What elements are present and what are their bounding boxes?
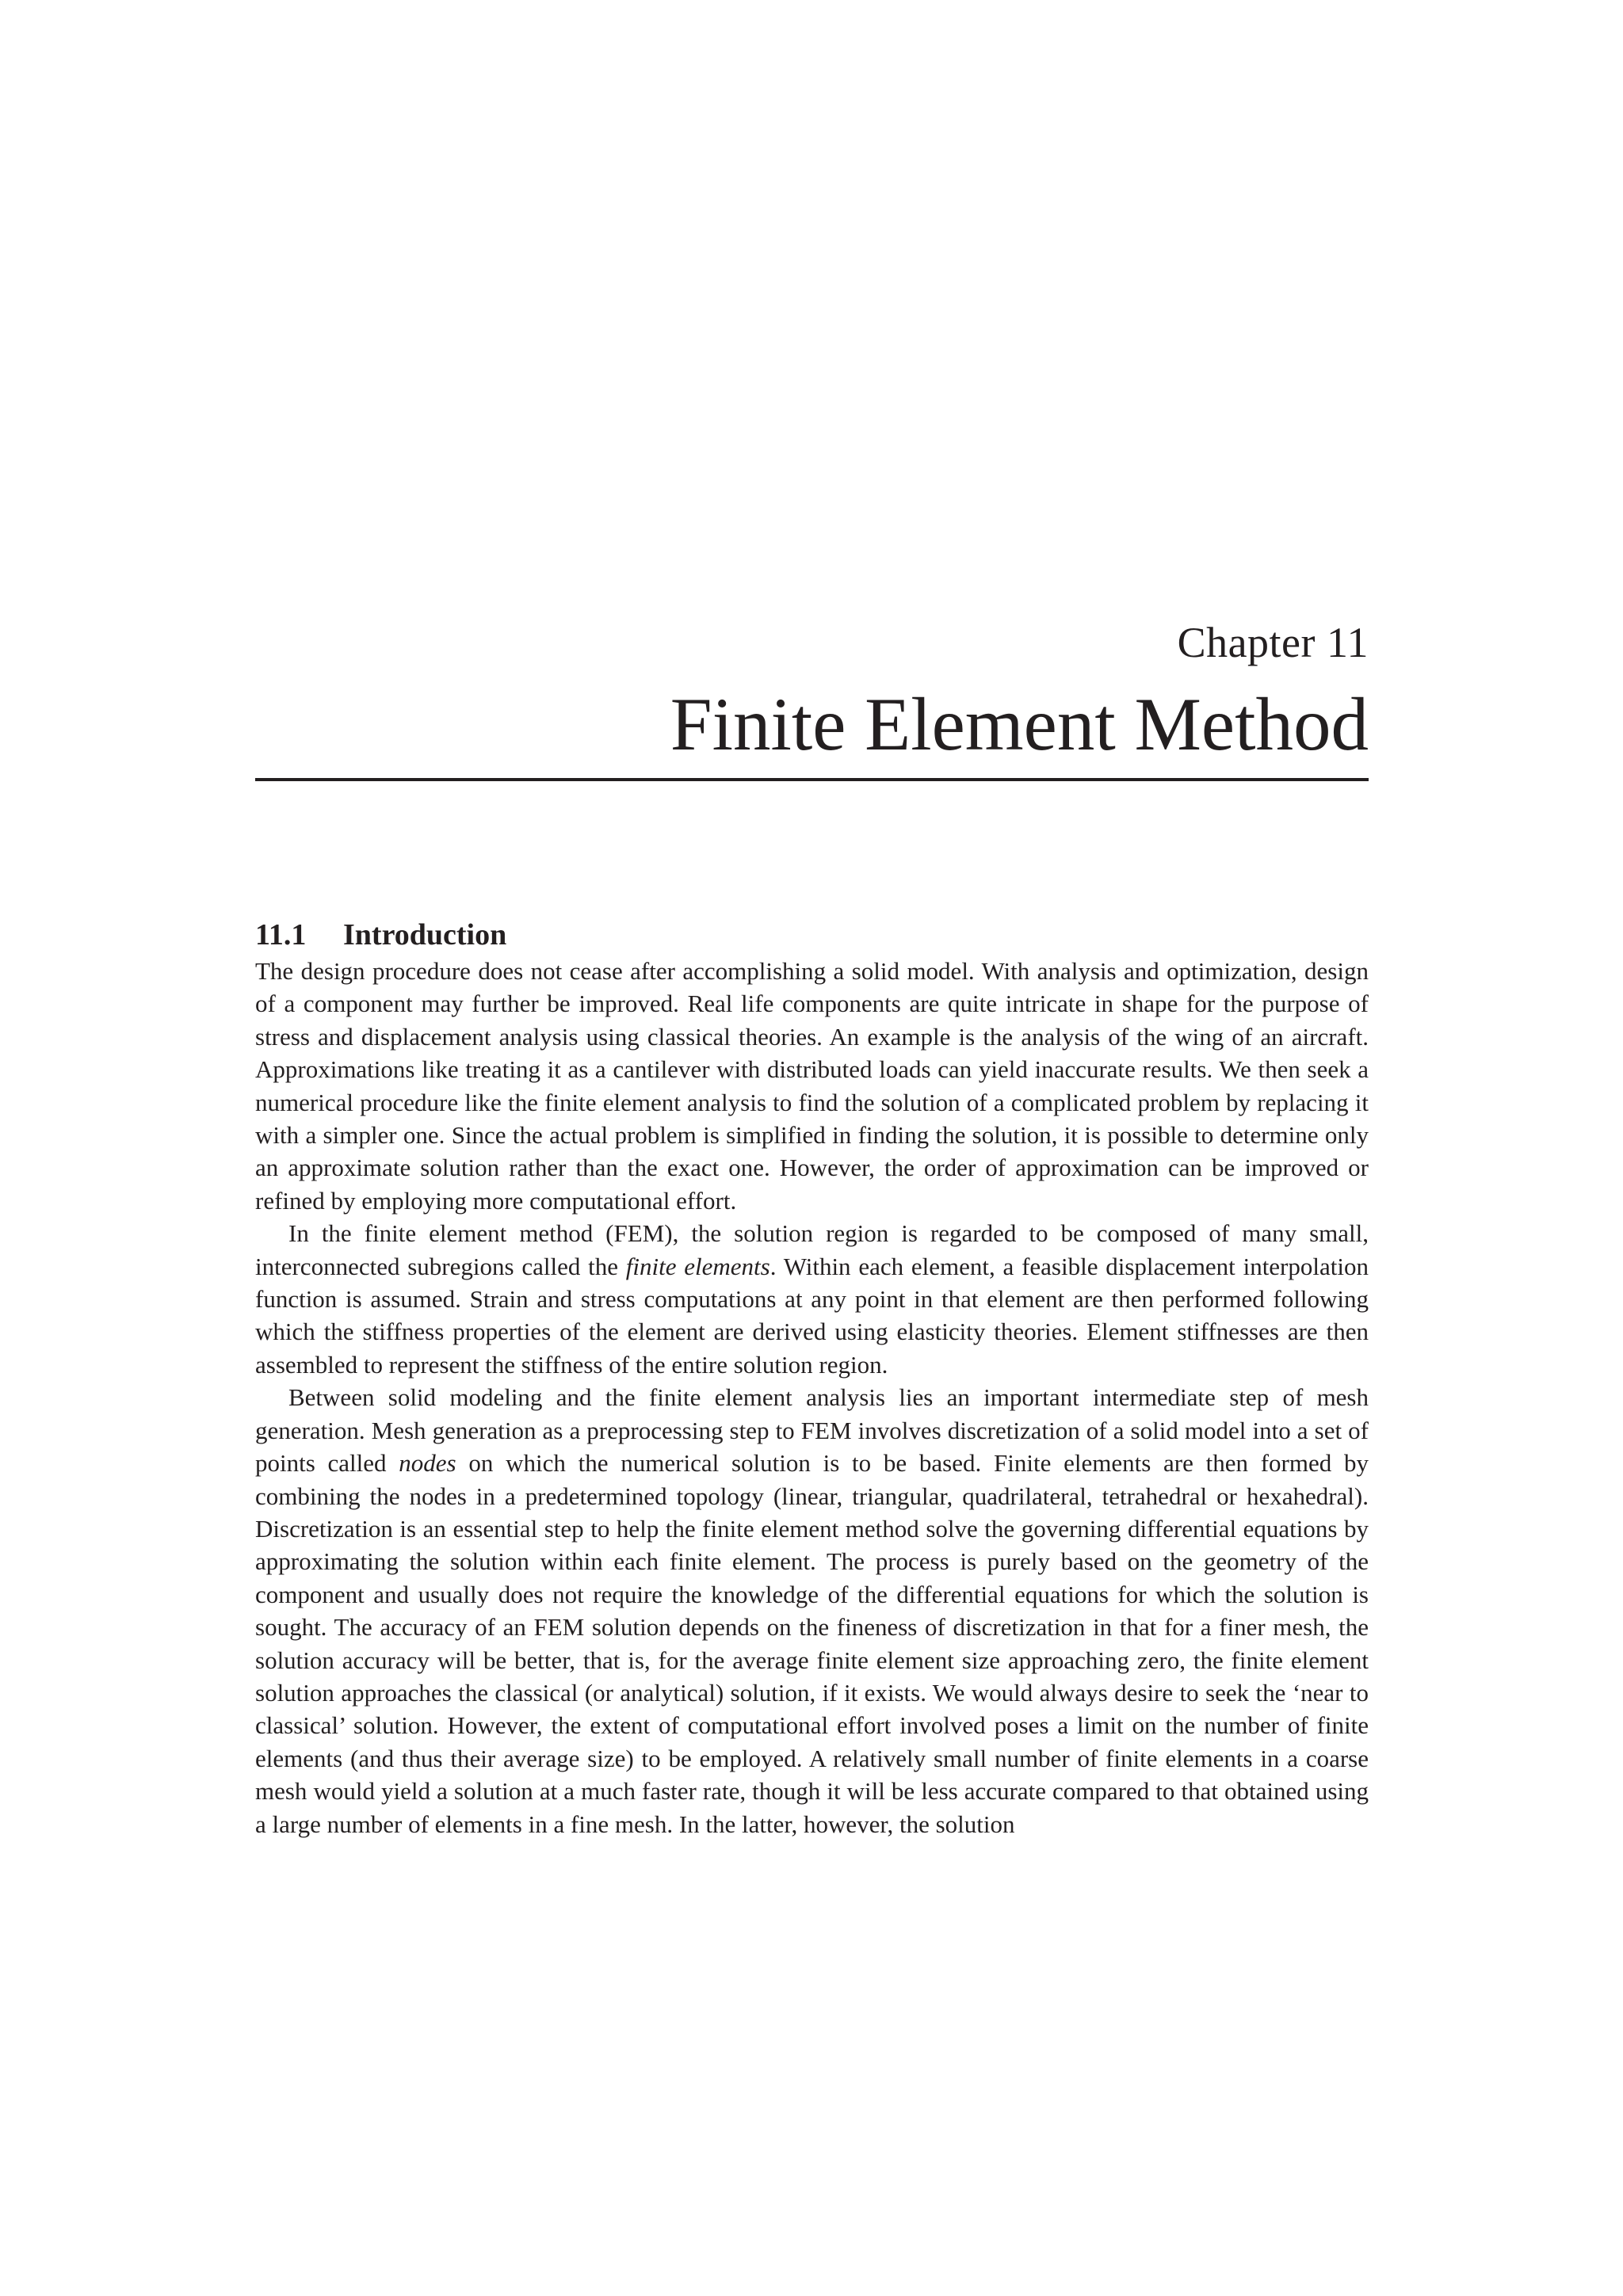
section-title: Introduction — [343, 918, 507, 952]
paragraph-3-emphasis: nodes — [399, 1449, 456, 1478]
paragraph-3-text-a: Between solid modeling and the finite element analysis lies an important intermediate step of mesh generation. Mesh generation as a preprocessing step to FEM involves discretization of a solid model into a set of points called — [255, 1383, 1369, 1478]
paragraph-2-emphasis: finite elements — [625, 1252, 770, 1280]
chapter-title-rule — [255, 778, 1369, 781]
section-heading — [255, 915, 1369, 955]
paragraph-1: The design procedure does not cease after accomplishing a solid model. With analysis and optimization, design of a component may further be improved. Real life components are quite intricate in shape for the purpose of stress and displacement analysis using classical theories. An example is the analysis of the wing of an aircraft. Approximations like treating it as a cantilever with distributed loads can yield inaccurate results. We then seek a numerical procedure like the finite element analysis to find the solution of a complicated problem by replacing it with a simpler one. Since the actual problem is simplified in finding the solution, it is possible to determine only an approximate solution rather than the exact one. However, the order of approximation can be improved or refined by employing more computational effort. — [255, 957, 1369, 1215]
chapter-label: Chapter 11 — [1177, 619, 1369, 666]
paragraph-2-text-a: In the finite element method (FEM), the solution region is regarded to be composed of many small, interconnected subregions called the — [255, 1219, 1369, 1280]
paragraph-3-text-b: on which the numerical solution is to be based. Finite elements are then formed by combining the nodes in a predetermined topology (linear, triangular, quadrilateral, tetrahedral or hexahedral). Discretization is an essential step to help the finite element method solve the governing differential equations by approximating the solution within each finite element. The process is purely based on the geometry of the component and usually does not require the knowledge of the differential equations for which the solution is sought. The accuracy of an FEM solution depends on the fineness of discretization in that for a finer mesh, the solution accuracy will be better, that is, for the average finite element size approaching zero, the finite element solution approaches the classical (or analytical) solution, if it exists. We would always desire to seek the ‘near to classical’ solution. However, the extent of computational effort involved poses a limit on the number of finite elements (and thus their average size) to be employed. A relatively small number of finite elements in a coarse mesh would yield a solution at a much faster rate, though it will be less accurate compared to that obtained using a large number of elements in a fine mesh. In the latter, however, the solution — [255, 1449, 1369, 1838]
section-number: 11.1 — [255, 918, 307, 952]
paragraph-2 — [255, 1217, 1369, 1381]
chapter-header — [255, 618, 1369, 764]
paragraph-2-text-b: . Within each element, a feasible displacement interpolation function is assumed. Strain and stress computations at any point in that element are then performed following which the stiffness properties of the element are derived using elasticity theories. Element stiffnesses are then assembled to represent the stiffness of the entire solution region. — [255, 1252, 1369, 1379]
section-body — [255, 915, 1369, 1840]
chapter-title: Finite Element Method — [670, 682, 1369, 766]
paragraph-3 — [255, 1381, 1369, 1840]
